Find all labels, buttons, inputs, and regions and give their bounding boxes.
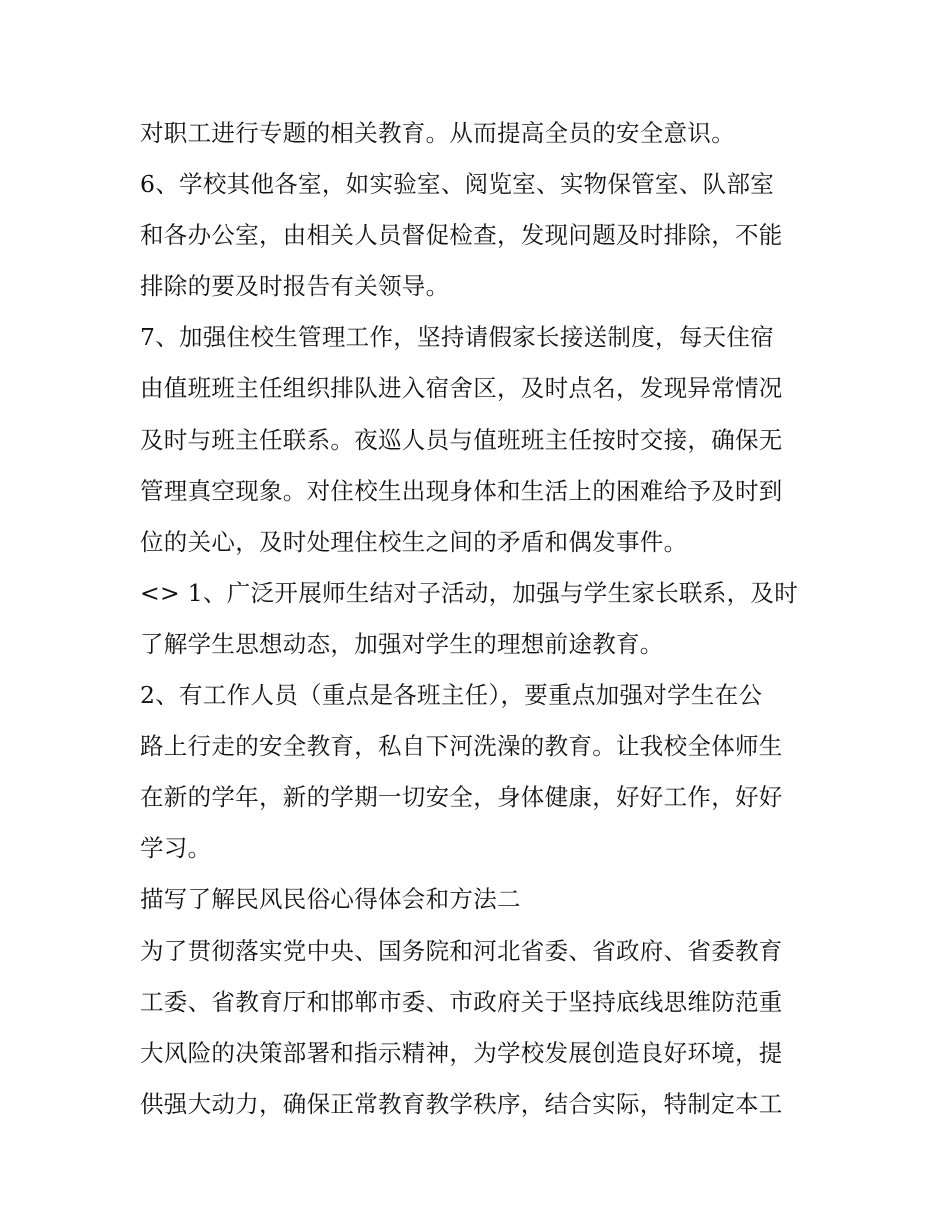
text-line: 路上行走的安全教育，私自下河洗澡的教育。让我校全体师生 bbox=[140, 732, 783, 761]
text-line: 供强大动力，确保正常教育教学秩序，结合实际，特制定本工 bbox=[140, 1089, 783, 1118]
text-line: 管理真空现象。对住校生出现身体和生活上的困难给予及时到 bbox=[140, 476, 783, 505]
text-line: 及时与班主任联系。夜巡人员与值班班主任按时交接，确保无 bbox=[140, 425, 783, 454]
text-line: 和各办公室，由相关人员督促检查，发现问题及时排除，不能 bbox=[140, 221, 783, 250]
text-line: 位的关心，及时处理住校生之间的矛盾和偶发事件。 bbox=[140, 527, 688, 556]
text-line: 大风险的决策部署和指示精神，为学校发展创造良好环境，提 bbox=[140, 1038, 783, 1067]
text-line: <> 1、广泛开展师生结对子活动，加强与学生家长联系，及时 bbox=[140, 578, 799, 607]
document-body bbox=[140, 108, 820, 1130]
section-heading: 描写了解民风民俗心得体会和方法二 bbox=[140, 885, 521, 914]
text-line: 了解学生思想动态，加强对学生的理想前途教育。 bbox=[140, 629, 664, 658]
text-line: 学习。 bbox=[140, 834, 212, 863]
text-line: 6、学校其他各室，如实验室、阅览室、实物保管室、队部室 bbox=[140, 170, 775, 199]
text-line: 由值班班主任组织排队进入宿舍区，及时点名，发现异常情况 bbox=[140, 374, 783, 403]
text-line: 在新的学年，新的学期一切安全，身体健康，好好工作，好好 bbox=[140, 783, 783, 812]
text-line: 为了贯彻落实党中央、国务院和河北省委、省政府、省委教育 bbox=[140, 936, 783, 965]
text-line: 2、有工作人员（重点是各班主任），要重点加强对学生在公 bbox=[140, 681, 763, 710]
text-line: 对职工进行专题的相关教育。从而提高全员的安全意识。 bbox=[140, 119, 735, 147]
text-line: 排除的要及时报告有关领导。 bbox=[140, 272, 450, 301]
text-line: 工委、省教育厅和邯郸市委、市政府关于坚持底线思维防范重 bbox=[140, 987, 783, 1016]
text-line: 7、加强住校生管理工作，坚持请假家长接送制度，每天住宿 bbox=[140, 323, 775, 352]
